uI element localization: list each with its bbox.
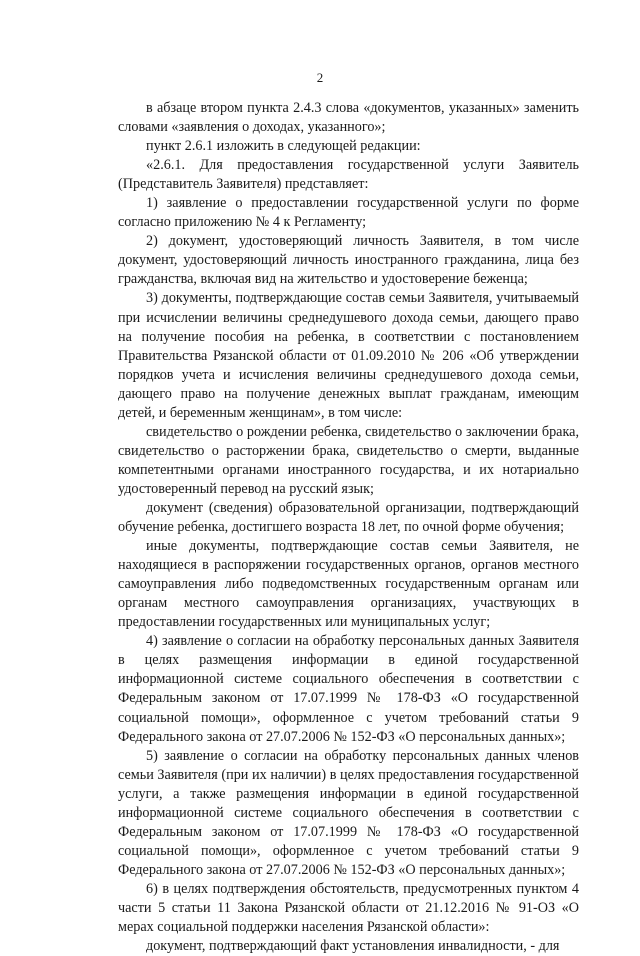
paragraph-item-6: 6) в целях подтверждения обстоятельств, предусмотренных пунктом 4 части 5 статьи 11 Закона Рязанской области от 21.12.2016 № 91-ОЗ «О мерах социальной поддержки населения Рязанской области»: — [118, 880, 579, 936]
paragraph-item-3: 3) документы, подтверждающие состав семьи Заявителя, учитываемый при исчислении величины среднедушевого дохода семьи, дающего право на получение пособия на ребенка, в соответствии с постановлением Правительства Рязанской области от 01.09.2010 № 206 «Об утверждении порядков учета и исчисления величины среднедушевого дохода семьи, дающего право на получение денежных выплат гражданам, имеющим детей, и беременным женщинам», в том числе: — [118, 290, 579, 421]
paragraph-amendment-2-4-3: в абзаце втором пункта 2.4.3 слова «документов, указанных» заменить словами «заявления о доходах, указанного»; — [118, 100, 579, 136]
paragraph-2-6-1-intro: «2.6.1. Для предоставления государственной услуги Заявитель (Представитель Заявителя) представляет: — [118, 157, 579, 193]
paragraph-item-2: 2) документ, удостоверяющий личность Заявителя, в том числе документ, удостоверяющий личность иностранного гражданина, лица без гражданства, включая вид на жительство и удостоверение беженца; — [118, 233, 579, 288]
document-body — [118, 99, 579, 956]
paragraph-item-3-certificates: свидетельство о рождении ребенка, свидетельство о заключении брака, свидетельство о расторжении брака, свидетельство о смерти, выданные компетентными органами иностранного государства, и их нотариально удостоверенный перевод на русский язык; — [118, 423, 579, 497]
paragraph-item-5: 5) заявление о согласии на обработку персональных данных членов семьи Заявителя (при их наличии) в целях предоставления государственной услуги, а также размещения информации в единой государственной информационной системе социального обеспечения в соответствии с Федеральным законом от 17.07.1999 № 178-ФЗ «О государственной социальной помощи», оформленное с учетом требований статьи 9 Федерального закона от 27.07.2006 № 152-ФЗ «О персональных данных»; — [118, 747, 579, 878]
page-number: 2 — [316, 70, 324, 85]
paragraph-item-6-disability: документ, подтверждающий факт установления инвалидности, - для — [146, 938, 560, 955]
paragraph-item-3-other: иные документы, подтверждающие состав семьи Заявителя, не находящиеся в распоряжении государственных органов, органов местного самоуправления либо подведомственных государственным органам или органам местного самоуправления организациях, участвующих в предоставлении государственных или муниципальных услуг; — [118, 538, 579, 631]
paragraph-item-1: 1) заявление о предоставлении государственной услуги по форме согласно приложению № 4 к Регламенту; — [118, 195, 579, 231]
paragraph-item-3-education: документ (сведения) образовательной организации, подтверждающий обучение ребенка, достигшего возраста 18 лет, по очной форме обучения; — [118, 499, 579, 536]
paragraph-amendment-2-6-1: пункт 2.6.1 изложить в следующей редакции: — [146, 138, 421, 155]
paragraph-item-4: 4) заявление о согласии на обработку персональных данных Заявителя в целях размещения информации в единой государственной информационной системе социального обеспечения в соответствии с Федеральным законом от 17.07.1999 № 178-ФЗ «О государственной социальной помощи», оформленное с учетом требований статьи 9 Федерального закона от 27.07.2006 № 152-ФЗ «О персональных данных»; — [118, 633, 579, 745]
